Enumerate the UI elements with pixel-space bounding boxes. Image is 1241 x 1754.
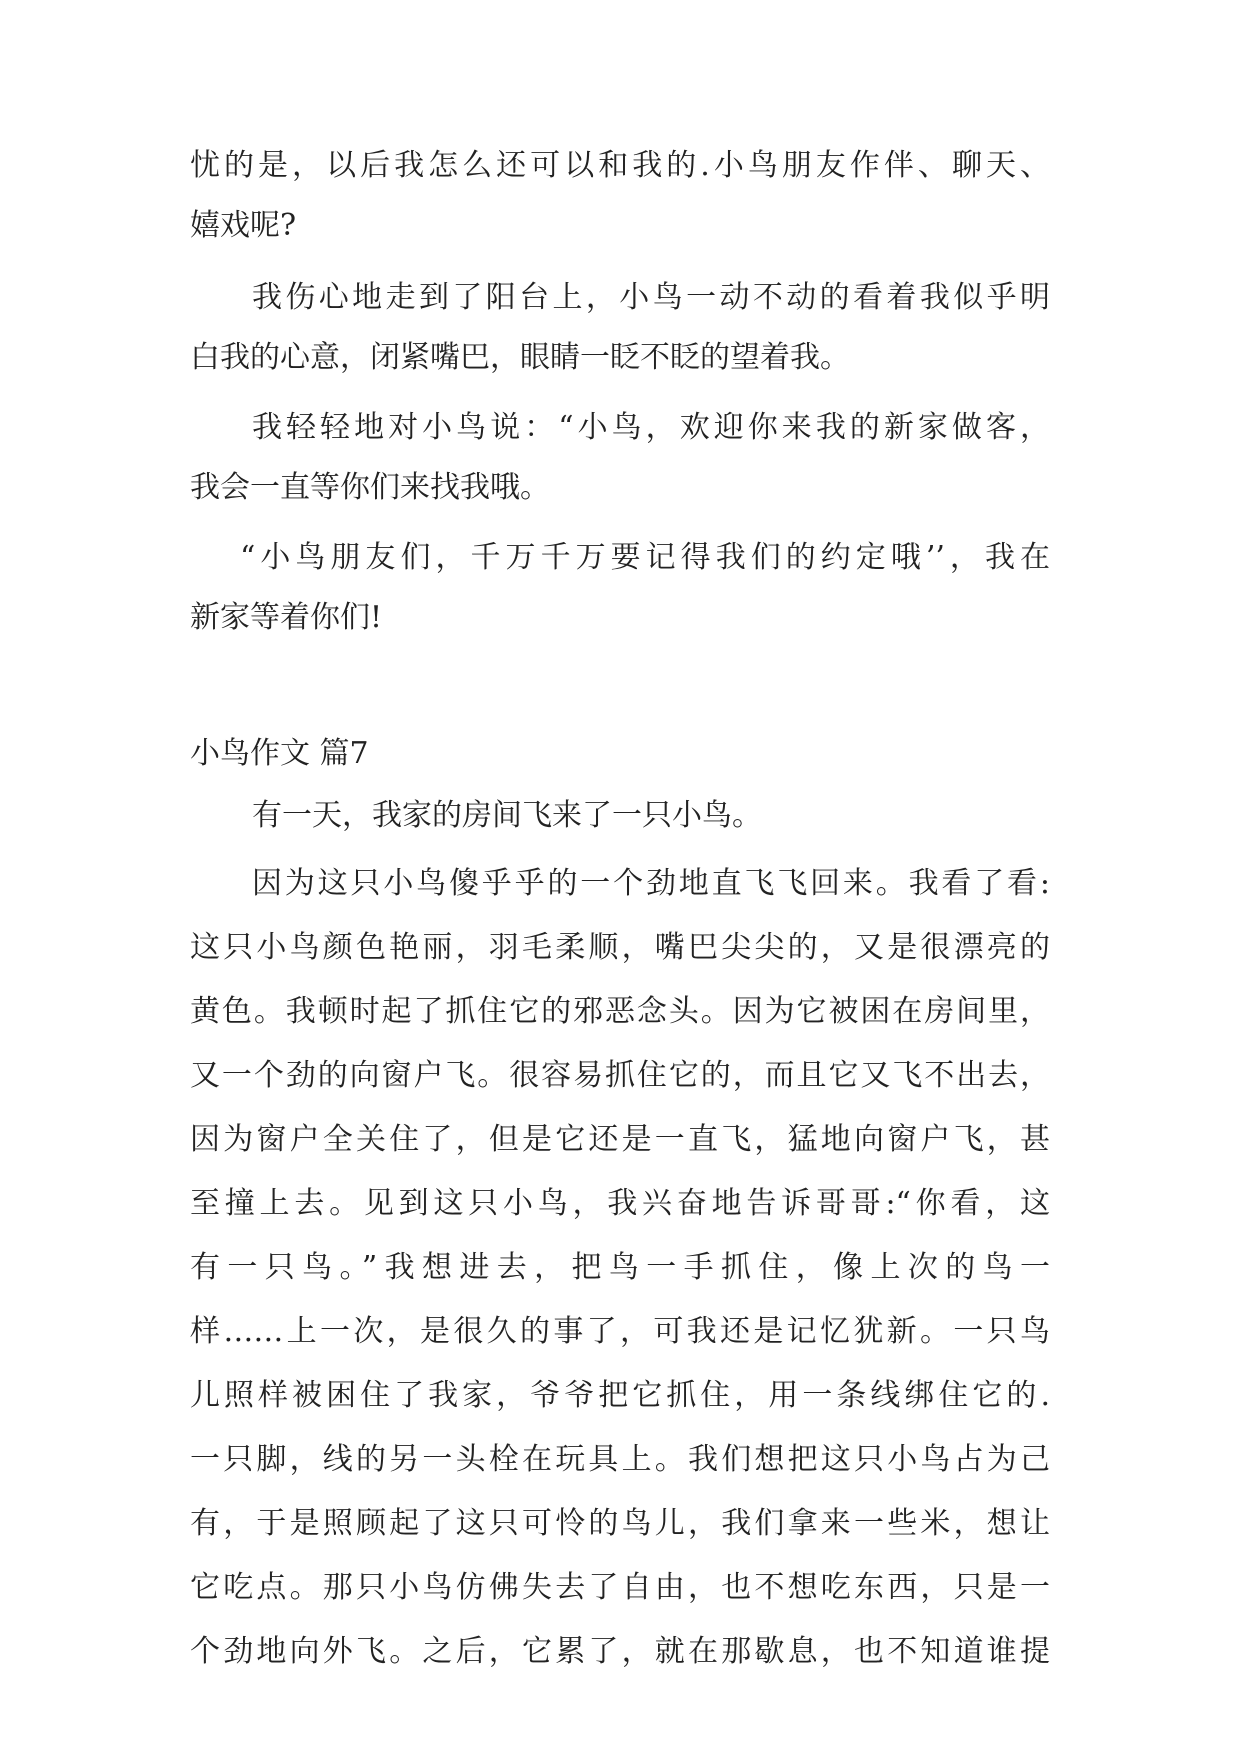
text-line: 因为这只小鸟傻乎乎的一个劲地直飞飞回来。我看了看: xyxy=(252,866,1050,901)
text-line: 儿照样被困住了我家，爷爷把它抓住，用一条线绑住它的. xyxy=(190,1378,1050,1413)
text-line: 又一个劲的向窗户飞。很容易抓住它的，而且它又飞不出去， xyxy=(190,1058,1050,1093)
text-line: 我伤心地走到了阳台上，小鸟一动不动的看着我似乎明 xyxy=(252,280,1050,315)
text-line: 嬉戏呢? xyxy=(190,208,297,243)
text-line: 新家等着你们! xyxy=(190,600,383,635)
text-line: 个劲地向外飞。之后，它累了，就在那歇息，也不知道谁提 xyxy=(190,1634,1050,1669)
text-line: 白我的心意，闭紧嘴巴，眼睛一眨不眨的望着我。 xyxy=(190,340,850,375)
text-line: 黄色。我顿时起了抓住它的邪恶念头。因为它被困在房间里， xyxy=(190,994,1050,1029)
text-line: 我轻轻地对小鸟说：“小鸟，欢迎你来我的新家做客， xyxy=(252,410,1050,445)
text-line: 至撞上去。见到这只小鸟，我兴奋地告诉哥哥:“你看，这 xyxy=(190,1186,1050,1221)
section-heading: 小鸟作文 篇7 xyxy=(190,736,369,771)
text-line: 这只小鸟颜色艳丽，羽毛柔顺，嘴巴尖尖的，又是很漂亮的 xyxy=(190,930,1050,965)
text-line: 忧的是，以后我怎么还可以和我的.小鸟朋友作伴、聊天、 xyxy=(190,148,1050,183)
text-line: 有一天，我家的房间飞来了一只小鸟。 xyxy=(252,798,762,833)
text-line: 因为窗户全关住了，但是它还是一直飞，猛地向窗户飞，甚 xyxy=(190,1122,1050,1157)
text-line: 样……上一次，是很久的事了，可我还是记忆犹新。一只鸟 xyxy=(190,1314,1050,1349)
text-line: 它吃点。那只小鸟仿佛失去了自由，也不想吃东西，只是一 xyxy=(190,1570,1050,1605)
text-line: 一只脚，线的另一头栓在玩具上。我们想把这只小鸟占为己 xyxy=(190,1442,1050,1477)
text-line: “小鸟朋友们，千万千万要记得我们的约定哦’’，我在 xyxy=(240,540,1050,575)
text-line: 有一只鸟。”我想进去，把鸟一手抓住，像上次的鸟一 xyxy=(190,1250,1050,1285)
text-line: 有，于是照顾起了这只可怜的鸟儿，我们拿来一些米，想让 xyxy=(190,1506,1050,1541)
text-line: 我会一直等你们来找我哦。 xyxy=(190,470,550,505)
